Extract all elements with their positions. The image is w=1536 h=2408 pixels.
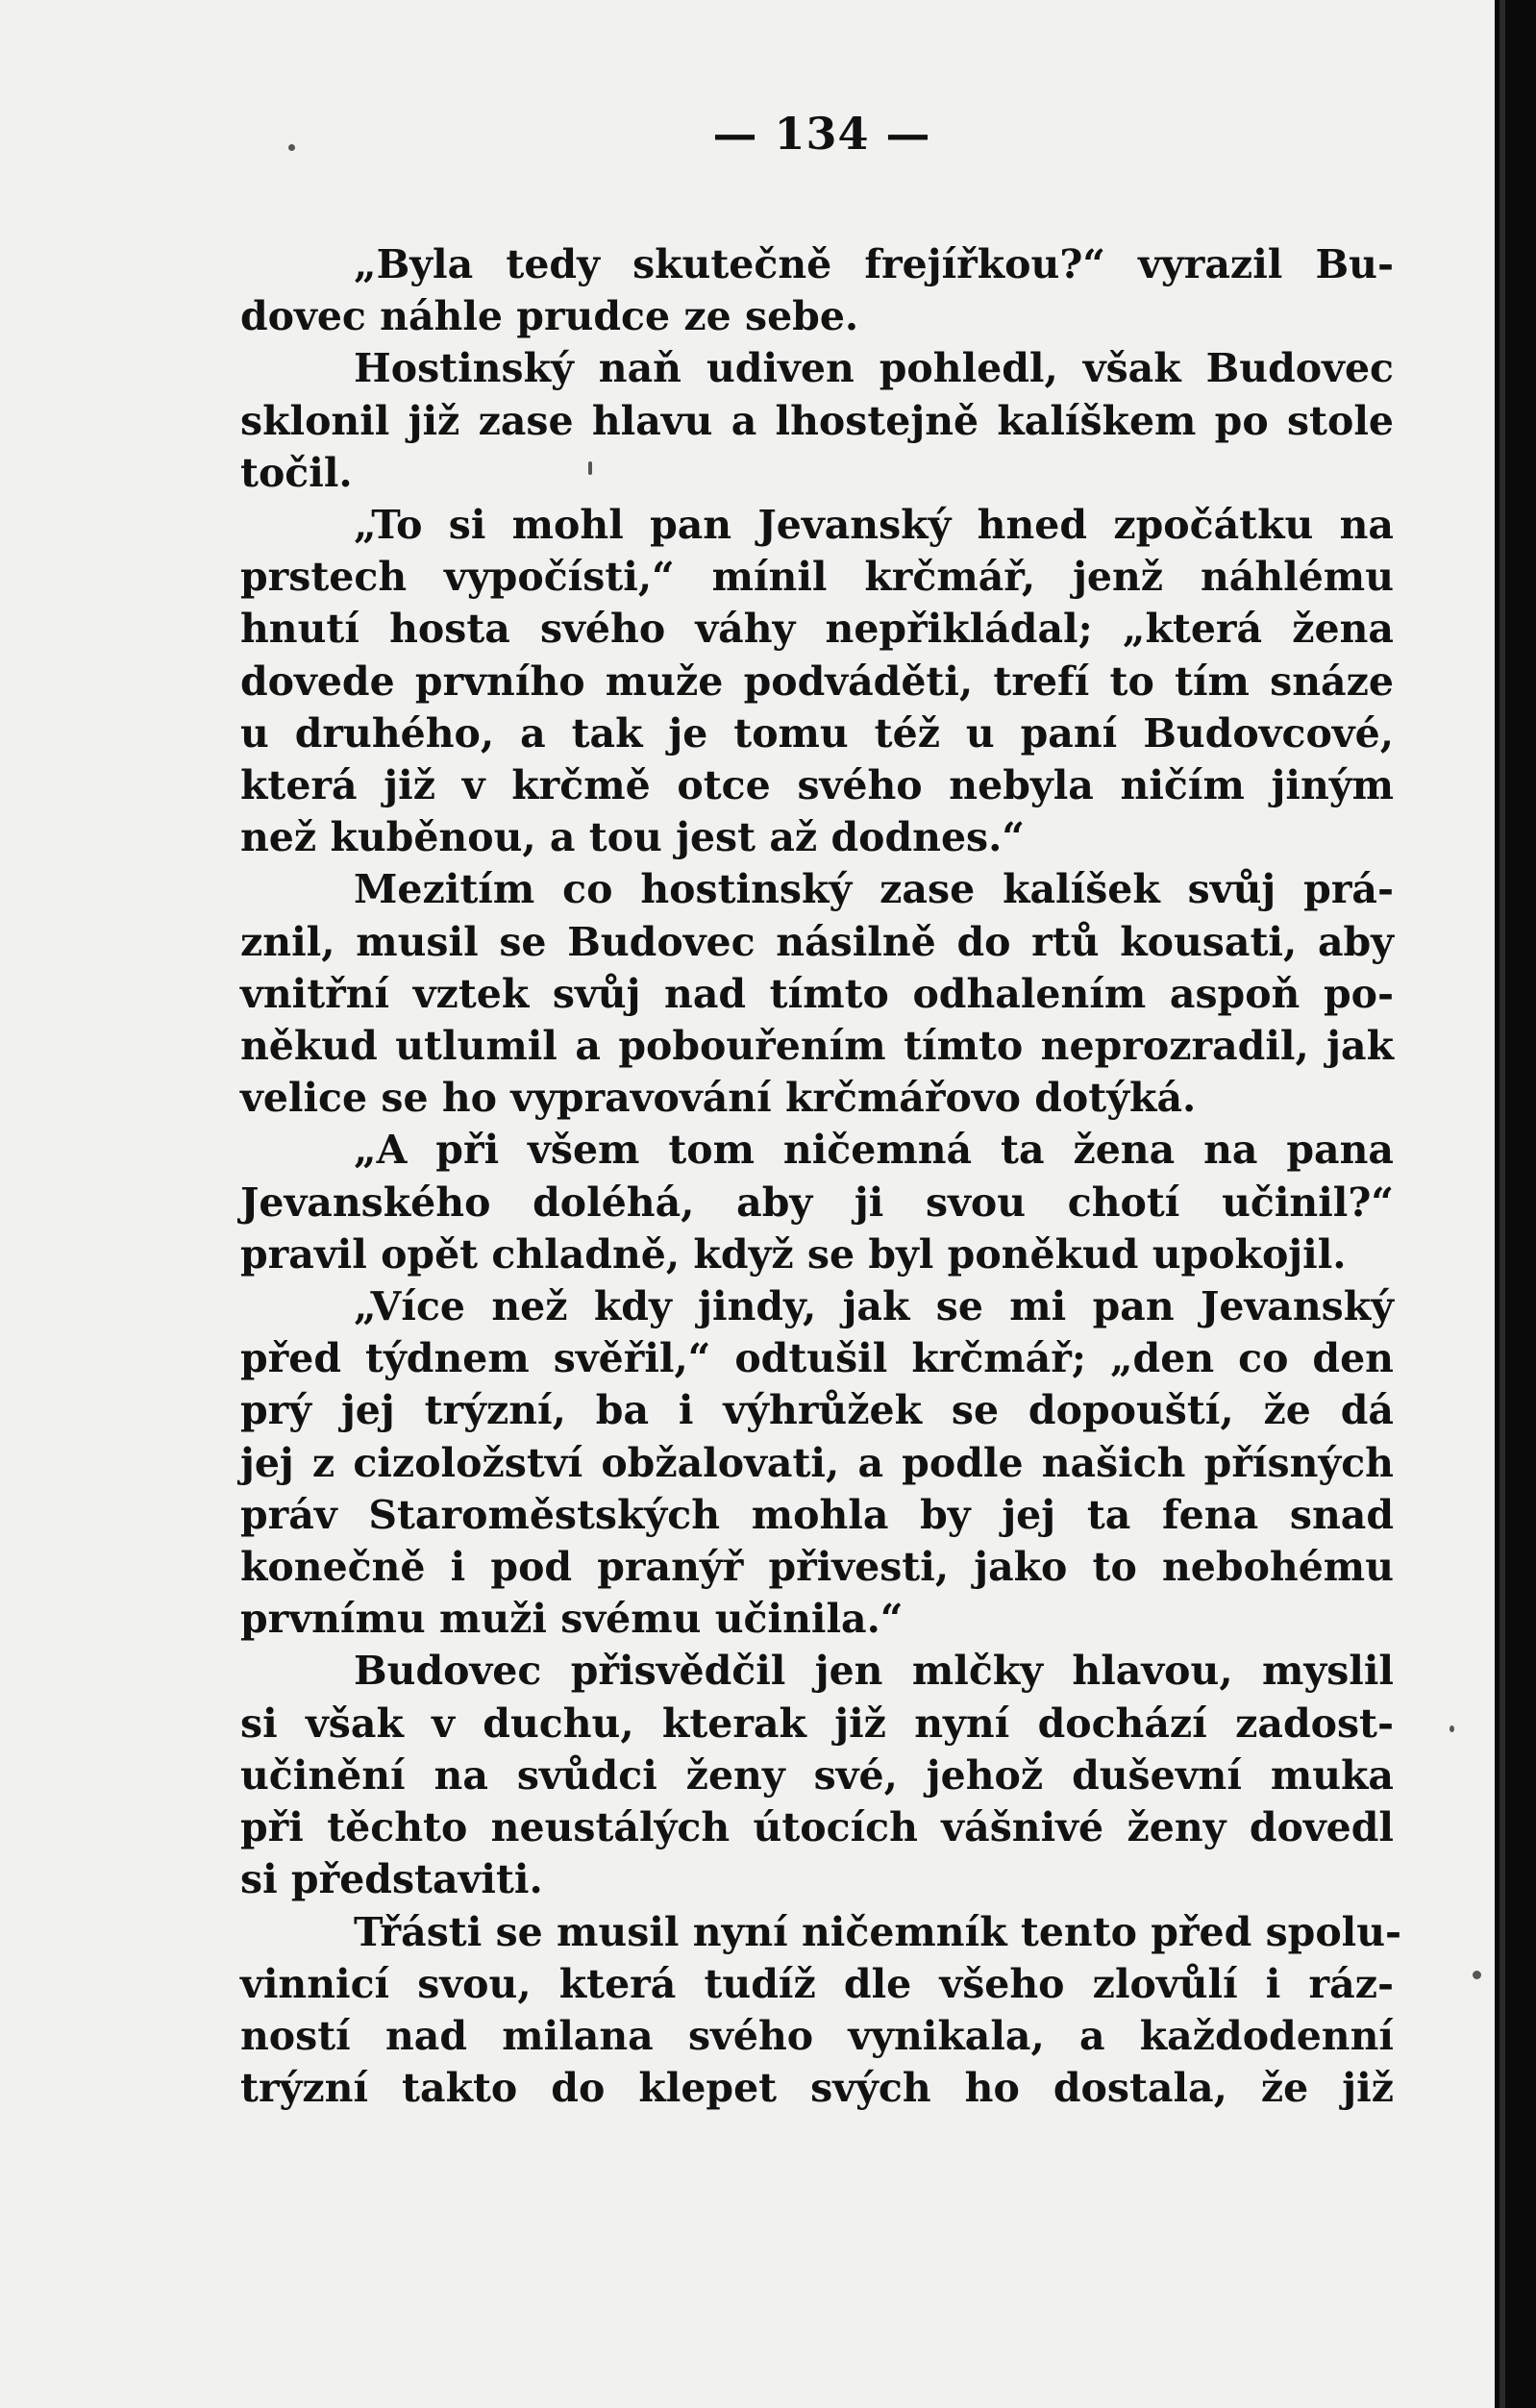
text-line: si však v duchu, kterak již nyní dochází zadost- bbox=[240, 1700, 1394, 1747]
text-line: „To si mohl pan Jevanský hned zpočátku na bbox=[354, 502, 1394, 549]
text-line: vinnicí svou, která tudíž dle všeho zlovůlí i ráz- bbox=[240, 1960, 1394, 2007]
text-line: která již v krčmě otce svého nebyla ničím jiným bbox=[240, 762, 1394, 809]
text-line: hnutí hosta svého váhy nepřikládal; „která žena bbox=[240, 606, 1394, 653]
paragraph bbox=[240, 238, 1394, 342]
paragraph bbox=[240, 1124, 1394, 1280]
text-line: trýzní takto do klepet svých ho dostala, že již bbox=[240, 2065, 1394, 2112]
text-line: si představiti. bbox=[240, 1856, 543, 1903]
text-line: točil. bbox=[240, 449, 353, 496]
text-line: práv Staroměstských mohla by jej ta fena snad bbox=[240, 1491, 1394, 1538]
text-line: někud utlumil a pobouřením tímto neprozradil, jak bbox=[240, 1023, 1394, 1070]
text-line: Třásti se musil nyní ničemník tento před spolu- bbox=[354, 1908, 1402, 1955]
print-speck bbox=[588, 461, 592, 475]
text-line: Hostinský naň udiven pohledl, však Budovec bbox=[354, 345, 1394, 392]
text-line: při těchto neustálých útocích vášnivé ženy dovedl bbox=[240, 1804, 1394, 1851]
text-line: velice se ho vypravování krčmářovo dotýká. bbox=[240, 1075, 1197, 1122]
page-body bbox=[240, 238, 1402, 2114]
paragraph bbox=[240, 1280, 1394, 1645]
text-line: prstech vypočísti,“ mínil krčmář, jenž náhlému bbox=[240, 554, 1394, 601]
page-number: — 134 — bbox=[712, 108, 931, 160]
text-line: vnitřní vztek svůj nad tímto odhalením aspoň po- bbox=[240, 970, 1394, 1017]
text-line: než kuběnou, a tou jest až dodnes.“ bbox=[240, 814, 1025, 861]
paragraph bbox=[240, 863, 1394, 1124]
text-line: Mezitím co hostinský zase kalíšek svůj prá- bbox=[354, 866, 1394, 913]
print-speck bbox=[1449, 1725, 1454, 1732]
text-line: jej z cizoložství obžalovati, a podle našich přísných bbox=[240, 1439, 1394, 1486]
paragraph bbox=[240, 499, 1394, 863]
text-line: ností nad milana svého vynikala, a každodenní bbox=[240, 2012, 1394, 2059]
text-line: konečně i pod pranýř přivesti, jako to nebohému bbox=[240, 1544, 1394, 1591]
paragraph bbox=[240, 1645, 1394, 1905]
text-line: prý jej trýzní, ba i výhrůžek se dopouští, že dá bbox=[240, 1387, 1394, 1434]
text-line: sklonil již zase hlavu a lhostejně kalíškem po stole bbox=[240, 397, 1394, 444]
text-line: Budovec přisvědčil jen mlčky hlavou, myslil bbox=[354, 1648, 1394, 1695]
print-speck bbox=[288, 144, 295, 151]
paragraph bbox=[240, 1906, 1402, 2115]
paragraph bbox=[240, 342, 1394, 499]
page-edge-line bbox=[1499, 0, 1505, 2408]
text-line: „Byla tedy skutečně frejířkou?“ vyrazil Bu- bbox=[354, 241, 1394, 287]
text-line: dovede prvního muže podváděti, trefí to tím snáze bbox=[240, 658, 1394, 705]
text-line: „A při všem tom ničemná ta žena na pana bbox=[354, 1127, 1394, 1174]
text-line: znil, musil se Budovec násilně do rtů kousati, aby bbox=[240, 918, 1394, 965]
print-speck bbox=[1473, 1971, 1481, 1979]
text-line: dovec náhle prudce ze sebe. bbox=[240, 293, 859, 340]
text-line: učinění na svůdci ženy své, jehož duševní muka bbox=[240, 1751, 1394, 1799]
text-line: Jevanského doléhá, aby ji svou chotí učinil?“ bbox=[240, 1179, 1394, 1226]
text-line: pravil opět chladně, když se byl poněkud upokojil. bbox=[240, 1230, 1347, 1278]
text-line: prvnímu muži svému učinila.“ bbox=[240, 1596, 904, 1643]
text-line: před týdnem svěřil,“ odtušil krčmář; „den co den bbox=[240, 1335, 1394, 1382]
text-line: u druhého, a tak je tomu též u paní Budovcové, bbox=[240, 709, 1394, 757]
text-line: „Více než kdy jindy, jak se mi pan Jevanský bbox=[354, 1283, 1394, 1330]
